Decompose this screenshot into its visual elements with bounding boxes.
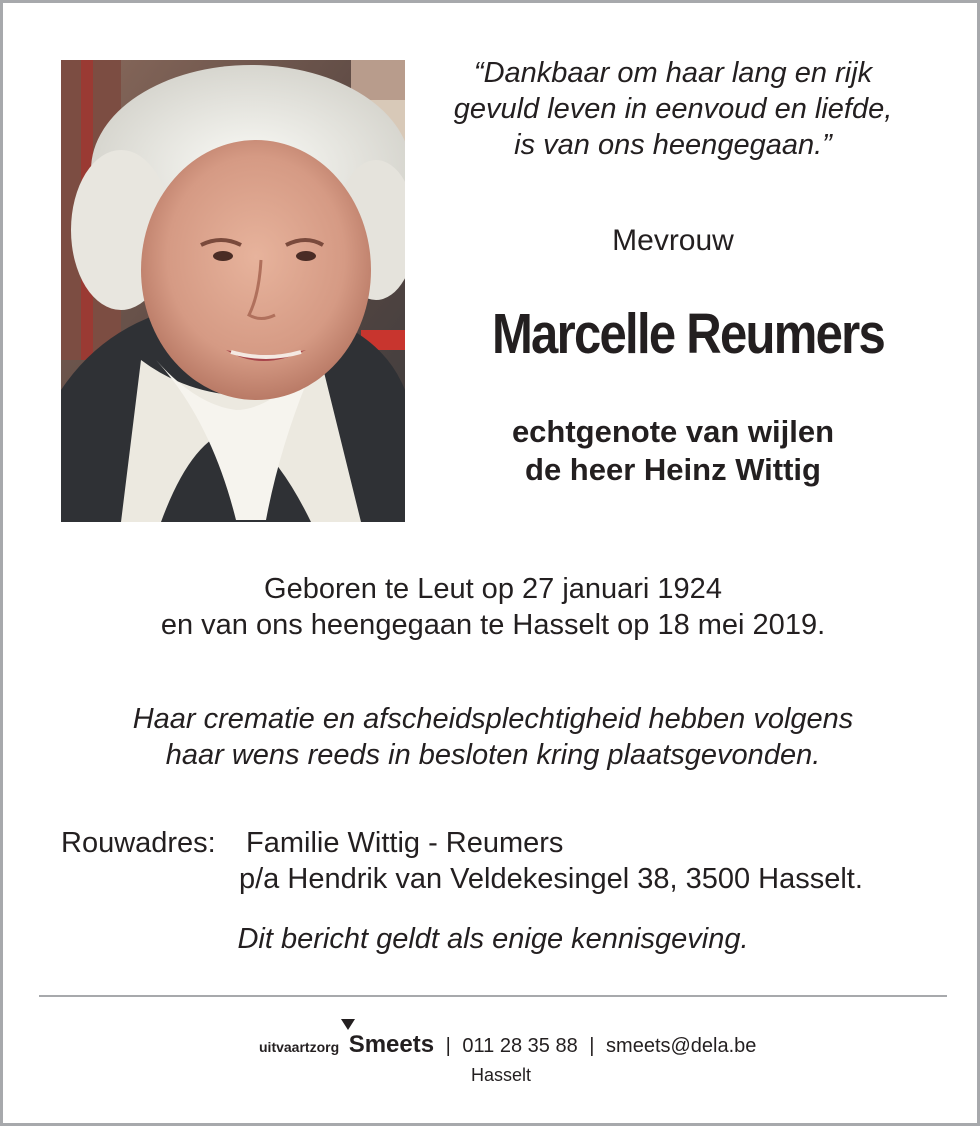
spouse-line-2: de heer Heinz Wittig — [525, 452, 821, 487]
cremation-line-2: haar wens reeds in besloten kring plaatsgevonden. — [165, 739, 821, 771]
deceased-name: Marcelle Reumers — [491, 302, 885, 366]
quote-line: is van ons heengegaan.” — [514, 129, 832, 161]
official-notice: Dit bericht geldt als enige kennisgeving. — [237, 923, 749, 955]
death-line: en van ons heengegaan te Hasselt op 18 mei 2019. — [160, 609, 826, 641]
birth-line: Geboren te Leut op 27 januari 1924 — [264, 573, 722, 605]
quote-line: “Dankbaar om haar lang en rijk — [473, 57, 873, 89]
spouse-line-1: echtgenote van wijlen — [511, 414, 835, 449]
phone-number: 011 28 35 88 — [462, 1035, 578, 1057]
divider — [39, 995, 947, 997]
quote-line: gevuld leven in eenvoud en liefde, — [453, 93, 893, 125]
funeral-home-footer — [3, 1021, 980, 1091]
mourning-address — [61, 825, 941, 897]
life-dates — [43, 571, 943, 643]
brand-prefix: uitvaartzorg — [259, 1039, 340, 1055]
separator: | — [589, 1035, 595, 1057]
brand-triangle-icon — [341, 1019, 355, 1030]
separator: | — [445, 1035, 451, 1057]
address-street: p/a Hendrik van Veldekesingel 38, 3500 Hasselt. — [239, 863, 863, 895]
cremation-line-1: Haar crematie en afscheidsplechtigheid hebben volgens — [132, 703, 854, 735]
portrait-photo — [61, 60, 405, 522]
memorial-quote — [423, 55, 923, 163]
brand-name: Smeets — [348, 1031, 435, 1058]
brand-logo — [349, 1031, 434, 1058]
salutation: Mevrouw — [612, 224, 734, 257]
email-link[interactable]: smeets@dela.be — [606, 1035, 757, 1057]
cremation-notice — [43, 701, 943, 773]
funeral-home-city: Hasselt — [470, 1065, 532, 1085]
address-label: Rouwadres: — [61, 827, 216, 859]
address-family: Familie Wittig - Reumers — [246, 827, 564, 859]
spouse-info — [423, 413, 923, 489]
